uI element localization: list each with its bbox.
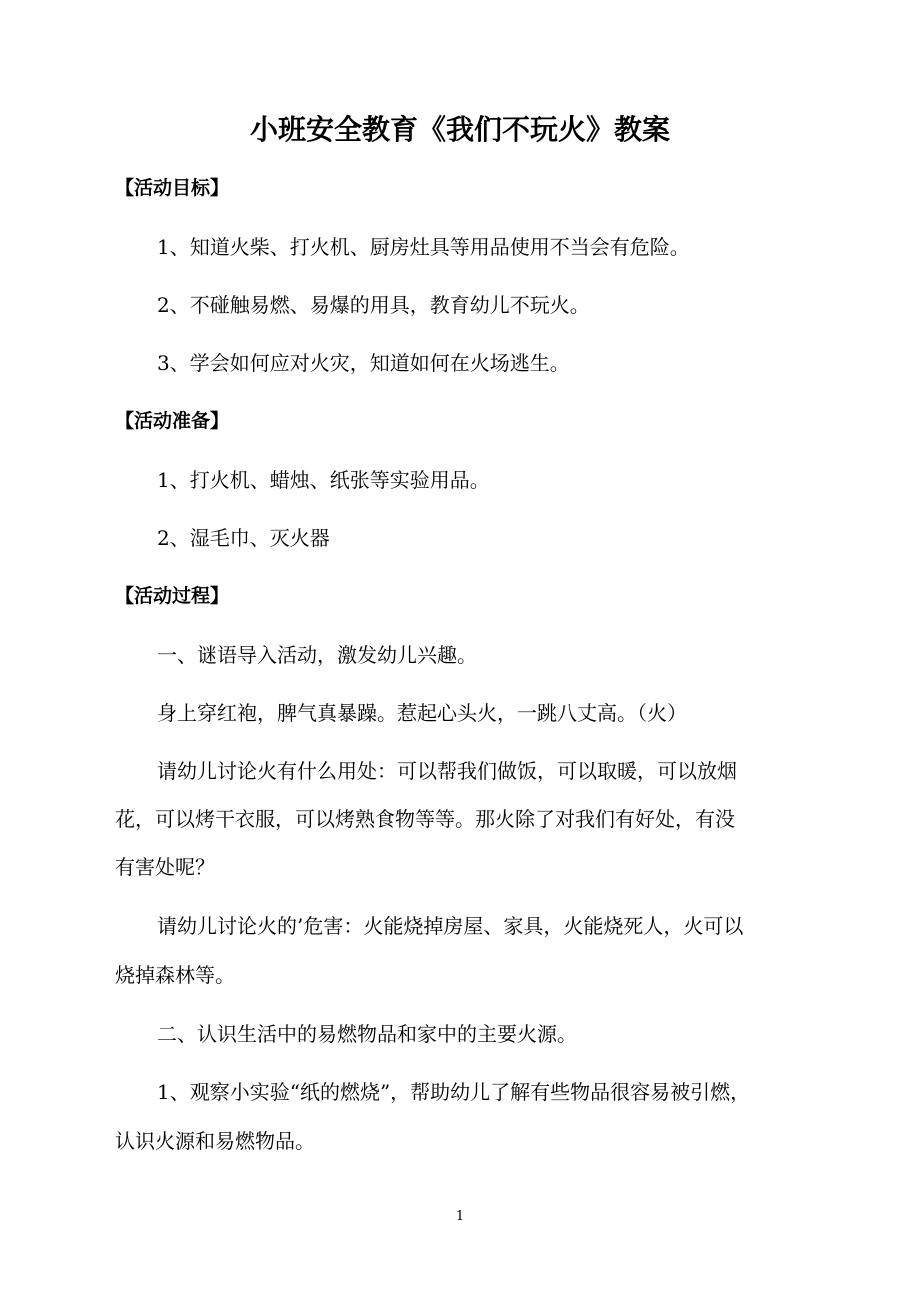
discussion-harm-line-2: 烧掉森林等。: [115, 963, 235, 987]
goal-item-2: 2、不碰触易燃、易爆的用具，教育幼儿不玩火。: [157, 293, 590, 317]
prep-heading: 【活动准备】: [115, 410, 230, 432]
page-number: 1: [455, 1209, 465, 1224]
discussion-use-line-2: 花，可以烤干衣服，可以烤熟食物等等。那火除了对我们有好处，有没: [115, 807, 735, 831]
process-step-1: 一、谜语导入活动，激发幼儿兴趣。: [157, 643, 477, 667]
goal-item-3: 3、学会如何应对火灾，知道如何在火场逃生。: [157, 351, 570, 375]
goal-item-1: 1、知道火柴、打火机、厨房灶具等用品使用不当会有危险。: [157, 235, 690, 259]
riddle-text: 身上穿红袍，脾气真暴躁。惹起心头火，一跳八丈高。（火）: [157, 701, 687, 725]
discussion-use-line-3: 有害处呢？: [115, 855, 215, 879]
prep-item-1: 1、打火机、蜡烛、纸张等实验用品。: [157, 468, 490, 492]
process-step-2: 二、认识生活中的易燃物品和家中的主要火源。: [157, 1022, 577, 1046]
goals-heading: 【活动目标】: [115, 177, 230, 199]
prep-item-2: 2、湿毛巾、灭火器: [157, 526, 330, 550]
experiment-line-1: 1、观察小实验“纸的燃烧”，帮助幼儿了解有些物品很容易被引燃，: [157, 1080, 751, 1104]
document-title: 小班安全教育《我们不玩火》教案: [249, 113, 670, 146]
discussion-use-line-1: 请幼儿讨论火有什么用处：可以帮我们做饭，可以取暖，可以放烟: [157, 759, 737, 783]
discussion-harm-line-1: 请幼儿讨论火的’危害：火能烧掉房屋、家具，火能烧死人，火可以: [157, 914, 744, 938]
process-heading: 【活动过程】: [115, 585, 230, 607]
experiment-line-2: 认识火源和易燃物品。: [115, 1129, 315, 1153]
